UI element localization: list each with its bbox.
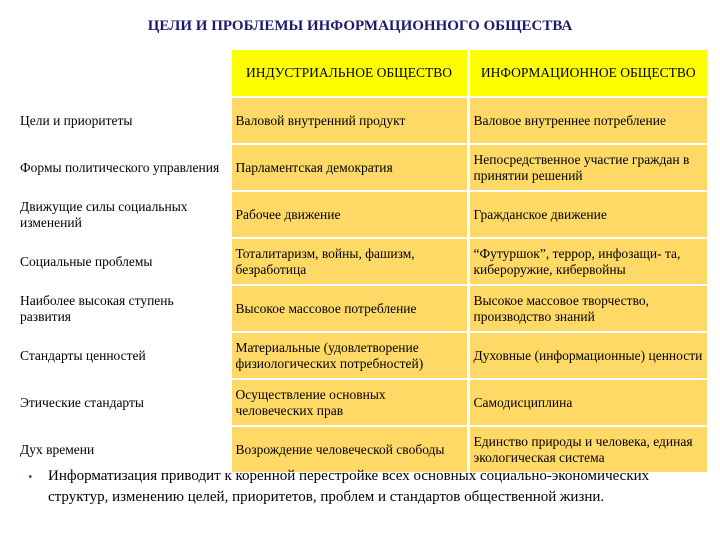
- industrial-cell: Рабочее движение: [230, 191, 468, 238]
- information-cell: Высокое массовое творчество, производство знаний: [468, 285, 707, 332]
- row-label: Формы политического управления: [16, 144, 230, 191]
- row-label: Движущие силы социальных изменений: [16, 191, 230, 238]
- bullet-text: Информатизация приводит к коренной перестройке всех основных социально-экономических структур, изменению целей, приоритетов, проблем и стандартов общественной жизни.: [48, 468, 650, 505]
- table-header-row: [16, 50, 707, 97]
- table-row: [16, 285, 707, 332]
- industrial-cell: Высокое массовое потребление: [230, 285, 468, 332]
- row-label: Стандарты ценностей: [16, 332, 230, 379]
- table-row: [16, 144, 707, 191]
- industrial-cell: Материальные (удовлетворение физиологических потребностей): [230, 332, 468, 379]
- row-label: Социальные проблемы: [16, 238, 230, 285]
- industrial-cell: Возрождение человеческой свободы: [230, 426, 468, 472]
- row-label: Наиболее высокая ступень развития: [16, 285, 230, 332]
- header-industrial: ИНДУСТРИАЛЬНОЕ ОБЩЕСТВО: [230, 50, 468, 97]
- information-cell: Валовое внутреннее потребление: [468, 97, 707, 144]
- table-row: [16, 191, 707, 238]
- row-label: Этические стандарты: [16, 379, 230, 426]
- row-label: Дух времени: [16, 426, 230, 472]
- header-information: ИНФОРМАЦИОННОЕ ОБЩЕСТВО: [468, 50, 707, 97]
- information-cell: “Футуршок”, террор, инфозащи- та, кибероружие, кибервойны: [468, 238, 707, 285]
- comparison-table: [16, 50, 707, 472]
- table-row: [16, 97, 707, 144]
- industrial-cell: Тоталитаризм, войны, фашизм, безработица: [230, 238, 468, 285]
- information-cell: Единство природы и человека, единая экологическая система: [468, 426, 707, 472]
- information-cell: Самодисциплина: [468, 379, 707, 426]
- information-cell: Духовные (информационные) ценности: [468, 332, 707, 379]
- table-row: [16, 238, 707, 285]
- bullet-note: [28, 466, 698, 508]
- information-cell: Непосредственное участие граждан в принятии решений: [468, 144, 707, 191]
- industrial-cell: Валовой внутренний продукт: [230, 97, 468, 144]
- industrial-cell: Парламентская демократия: [230, 144, 468, 191]
- table-row: [16, 379, 707, 426]
- page-title: ЦЕЛИ И ПРОБЛЕМЫ ИНФОРМАЦИОННОГО ОБЩЕСТВА: [147, 18, 573, 34]
- row-label: Цели и приоритеты: [16, 97, 230, 144]
- bullet-marker: •: [28, 469, 33, 484]
- header-empty-cell: [16, 50, 230, 97]
- industrial-cell: Осуществление основных человеческих прав: [230, 379, 468, 426]
- table-row: [16, 332, 707, 379]
- information-cell: Гражданское движение: [468, 191, 707, 238]
